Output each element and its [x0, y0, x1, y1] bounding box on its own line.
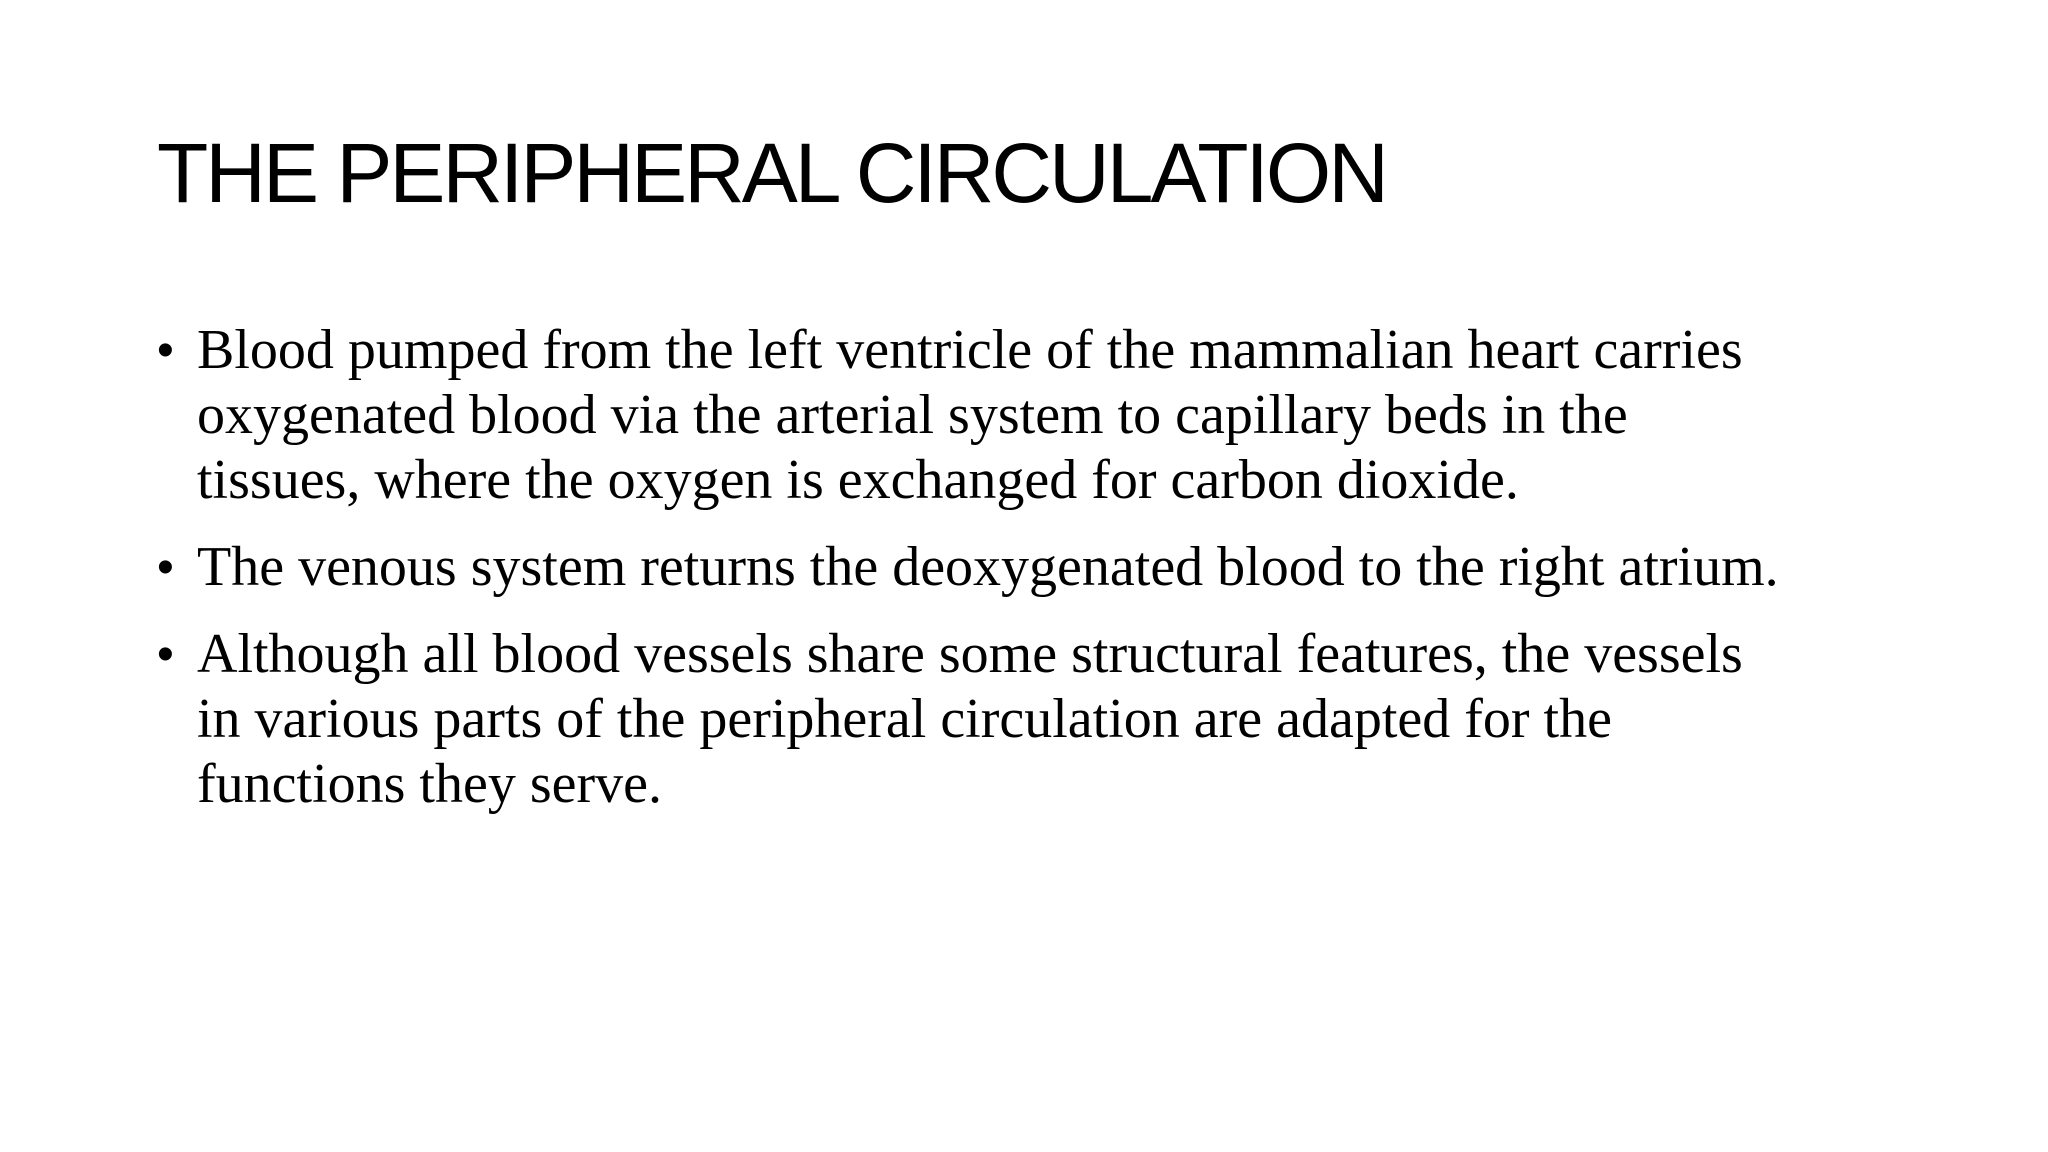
- slide-title: THE PERIPHERAL CIRCULATION: [157, 126, 1386, 220]
- bullet-dot-icon: •: [157, 628, 174, 681]
- bullet-text-line: The venous system returns the deoxygenated blood to the right atrium.: [197, 536, 1779, 598]
- bullet-list: [157, 318, 1957, 839]
- bullet-text-line: tissues, where the oxygen is exchanged for carbon dioxide.: [197, 449, 1519, 511]
- bullet-text-line: in various parts of the peripheral circulation are adapted for the: [197, 688, 1612, 750]
- bullet-item: [157, 318, 1957, 513]
- bullet-item: [157, 535, 1957, 600]
- bullet-text-line: oxygenated blood via the arterial system to capillary beds in the: [197, 384, 1628, 446]
- bullet-item: [157, 622, 1957, 817]
- bullet-text-line: Blood pumped from the left ventricle of the mammalian heart carries: [197, 319, 1743, 381]
- bullet-dot-icon: •: [157, 541, 174, 594]
- bullet-dot-icon: •: [157, 324, 174, 377]
- bullet-text-line: functions they serve.: [197, 753, 662, 815]
- bullet-text-line: Although all blood vessels share some structural features, the vessels: [197, 623, 1743, 685]
